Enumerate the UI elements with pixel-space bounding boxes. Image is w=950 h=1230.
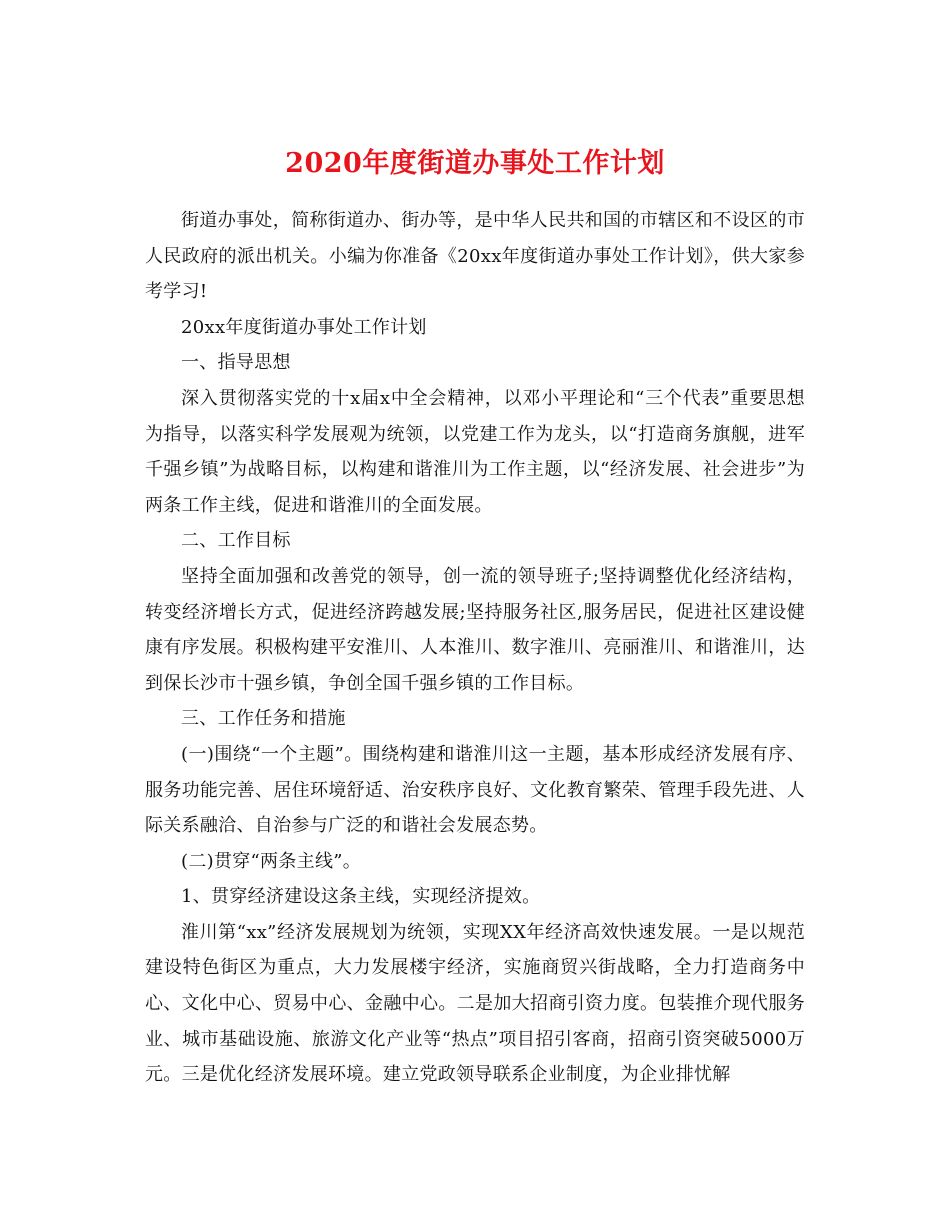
economic-mainline-heading: 1、贯穿经济建设这条主线，实现经济提效。 — [181, 886, 541, 908]
one-theme-paragraph: (一)围绕“一个主题”。围绕构建和谐淮川这一主题，基本形成经济发展有序、服务功能完善、居住环境舒适、治安秩序良好、文化教育繁荣、管理手段先进、人际关系融洽、自治参与广泛的和谐社会发展态势。 — [145, 743, 805, 837]
document-title: 2020年度街道办事处工作计划 — [285, 148, 665, 180]
intro-paragraph: 街道办事处，简称街道办、街办等，是中华人民共和国的市辖区和不设区的市人民政府的派出机关。小编为你准备《20xx年度街道办事处工作计划》，供大家参考学习! — [145, 210, 805, 303]
guiding-ideology-paragraph: 深入贯彻落实党的十x届x中全会精神，以邓小平理论和“三个代表”重要思想为指导，以落实科学发展观为统领，以党建工作为龙头，以“打造商务旗舰，进军千强乡镇”为战略目标，以构建和谐淮川为工作主题，以“经济发展、社会进步”为两条工作主线，促进和谐淮川的全面发展。 — [145, 387, 805, 516]
plan-heading: 20xx年度街道办事处工作计划 — [181, 316, 427, 338]
document-body — [145, 203, 805, 1093]
economic-plan-paragraph: 淮川第“xx”经济发展规划为统领，实现XX年经济高效快速发展。一是以规范建设特色街区为重点，大力发展楼宇经济，实施商贸兴街战略，全力打造商务中心、文化中心、贸易中心、金融中心。二是加大招商引资力度。包装推介现代服务业、城市基础设施、旅游文化产业等“热点”项目招引客商，招商引资突破5000万元。三是优化经济发展环境。建立党政领导联系企业制度，为企业排忧解 — [145, 921, 805, 1086]
work-goals-paragraph: 坚持全面加强和改善党的领导，创一流的领导班子;坚持调整优化经济结构，转变经济增长方式，促进经济跨越发展;坚持服务社区,服务居民，促进社区建设健康有序发展。积极构建平安淮川、人本淮川、数字淮川、亮丽淮川、和谐淮川，达到保长沙市十强乡镇，争创全国千强乡镇的工作目标。 — [145, 565, 805, 694]
two-mainlines-heading: (二)贯穿“两条主线”。 — [181, 850, 362, 872]
section-heading-guiding-ideology: 一、指导思想 — [181, 352, 291, 374]
section-heading-tasks-measures: 三、工作任务和措施 — [181, 708, 346, 730]
section-heading-work-goals: 二、工作目标 — [181, 530, 291, 552]
